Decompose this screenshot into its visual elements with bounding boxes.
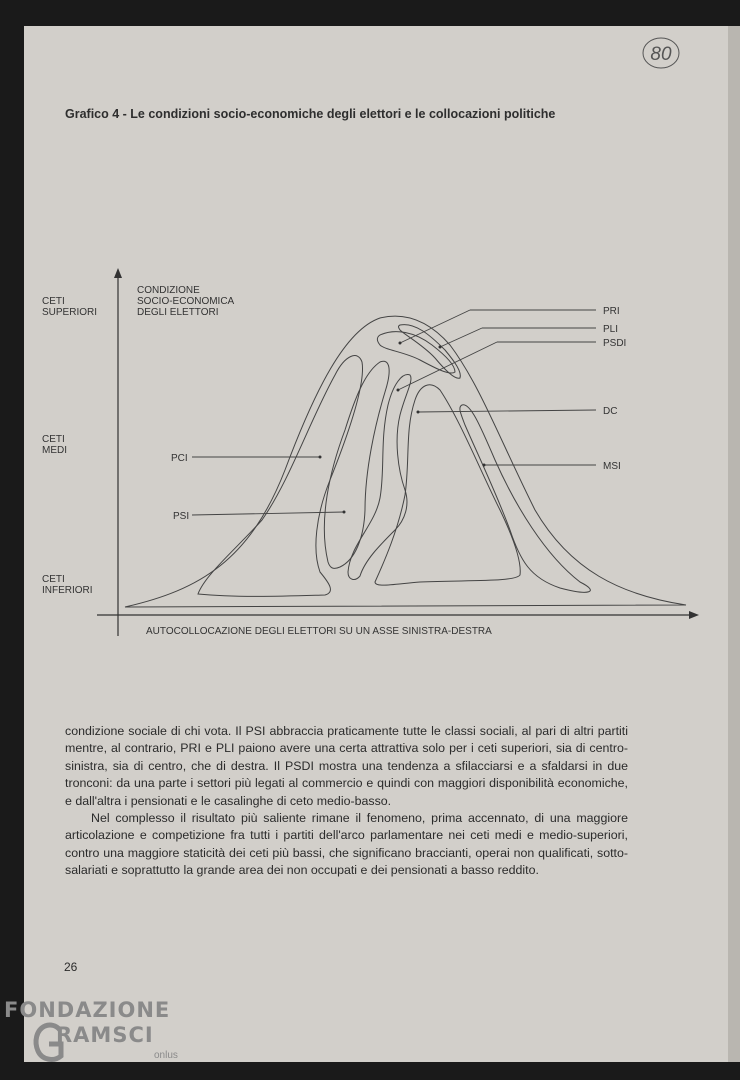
leader-line-psi	[192, 512, 344, 515]
label-pri: PRI	[603, 306, 620, 317]
region-pci	[198, 356, 363, 597]
region-psdi	[348, 375, 411, 580]
region-dc	[375, 385, 520, 585]
leader-dot-pci	[319, 456, 322, 459]
watermark-logo	[4, 998, 194, 1068]
level-ceti-inferiori: CETI INFERIORI	[42, 574, 93, 596]
x-axis-title: AUTOCOLLOCAZIONE DEGLI ELETTORI SU UN ASSE SINISTRA-DESTRA	[146, 626, 492, 637]
leader-line-psdi	[398, 342, 497, 390]
region-psi	[324, 361, 389, 568]
page-number: 26	[64, 960, 78, 974]
level-ceti-medi: CETI MEDI	[42, 434, 67, 456]
level-ceti-superiori: CETI SUPERIORI	[42, 296, 98, 318]
leader-dot-pli	[439, 346, 442, 349]
watermark-line2: RAMSCI	[56, 1023, 154, 1047]
label-pci: PCI	[171, 453, 188, 464]
body-text	[65, 723, 628, 880]
figure-title: Grafico 4 - Le condizioni socio-economiche degli elettori e le collocazioni politiche	[65, 107, 556, 121]
handwritten-number-text: 80	[650, 44, 672, 65]
label-pli: PLI	[603, 324, 619, 335]
leader-dot-msi	[483, 464, 486, 467]
leader-dot-dc	[417, 411, 420, 414]
watermark-small: onlus	[154, 1050, 178, 1061]
label-dc: DC	[603, 406, 618, 417]
y-axis-arrow	[114, 268, 122, 278]
label-psdi: PSDI	[603, 338, 627, 349]
leader-dot-psdi	[397, 389, 400, 392]
leader-line-dc	[418, 410, 596, 412]
x-axis-arrow	[689, 611, 699, 619]
leader-line-pli	[440, 328, 482, 347]
y-axis-title	[137, 285, 236, 318]
leader-dot-pri	[399, 342, 402, 345]
label-psi: PSI	[173, 511, 190, 522]
y-axis-title-line: DEGLI ELETTORI	[137, 307, 219, 318]
y-axis-title-line: SOCIO-ECONOMICA	[137, 296, 234, 307]
y-axis-title-line: CONDIZIONE	[137, 285, 200, 296]
leader-dot-psi	[343, 511, 346, 514]
paragraph: Nel complesso il risultato più saliente rimane il fenomeno, prima accennato, di una maggiore articolazione e competizione fra tutti i partiti dell'arco parlamentare nei ceti medi e medio-superiori, contro una maggiore staticità dei ceti più bassi, che significano braccianti, operai non qualificati, sotto-salariati e soprattutto la grande area dei non occupati e dei pensionati a basso reddito.	[65, 811, 628, 878]
region-msi	[460, 405, 591, 593]
paragraph: condizione sociale di chi vota. Il PSI abbraccia praticamente tutte le classi sociali, al pari di altri partiti mentre, al contrario, PRI e PLI paiono avere una certa attrattiva solo per i ceti superiori, sia di centro-sinistra, sia di centro, che di destra. Il PSDI mostra una tendenza a sfilacciarsi e a sfaldarsi in due tronconi: da una parte i settori più legati al commercio e quindi con maggiori disponibilità economiche, e dall'altra i pensionati e le casalinghe di ceto medio-basso.	[65, 724, 628, 808]
watermark-line1: FONDAZIONE	[4, 998, 171, 1022]
outer-envelope	[125, 316, 686, 607]
label-msi: MSI	[603, 461, 621, 472]
